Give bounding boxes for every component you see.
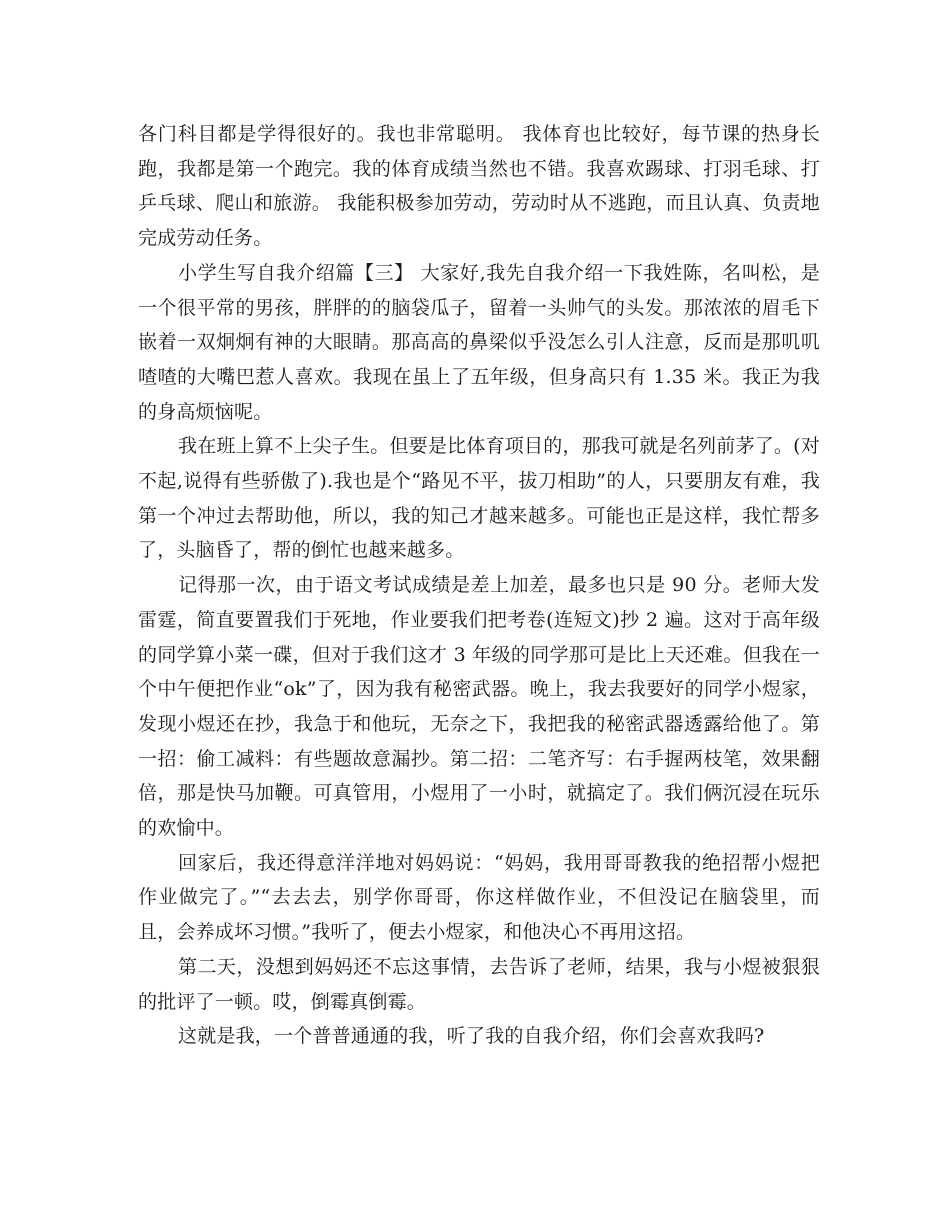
paragraph-1: 各门科目都是学得很好的。我也非常聪明。 我体育也比较好，每节课的热身长跑，我都是第一个跑完。我的体育成绩当然也不错。我喜欢踢球、打羽毛球、打乒乓球、爬山和旅游。 我能积极参加劳动，劳动时从不逃跑，而且认真、负责地完成劳动任务。 [138, 123, 820, 250]
paragraph-7: 这就是我，一个普普通通的我，听了我的自我介绍，你们会喜欢我吗? [178, 1025, 765, 1048]
paragraph-6: 第二天，没想到妈妈还不忘这事情，去告诉了老师，结果，我与小煜被狠狠的批评了一顿。哎，倒霉真倒霉。 [138, 955, 820, 1013]
paragraph-3: 我在班上算不上尖子生。但要是比体育项目的，那我可就是名列前茅了。(对不起,说得有些骄傲了).我也是个“路见不平，拔刀相助”的人，只要朋友有难，我第一个冲过去帮助他，所以，我的知己才越来越多。可能也正是这样，我忙帮多了，头脑昏了，帮的倒忙也越来越多。 [138, 435, 820, 562]
paragraph-4: 记得那一次，由于语文考试成绩是差上加差，最多也只是 90 分。老师大发雷霆，简直要置我们于死地，作业要我们把考卷(连短文)抄 2 遍。这对于高年级的同学算小菜一碟，但对于我们这才 3 年级的同学那可是比上天还难。但我在一个中午便把作业“ok”了，因为我有秘密武器。晚上，我去我要好的同学小煜家，发现小煜还在抄，我急于和他玩，无奈之下，我把我的秘密武器透露给他了。第一招：偷工减料：有些题故意漏抄。第二招：二笔齐写：右手握两枝笔，效果翻倍，那是快马加鞭。可真管用，小煜用了一小时，就搞定了。我们俩沉浸在玩乐的欢愉中。 [138, 574, 820, 840]
paragraph-2: 小学生写自我介绍篇【三】 大家好,我先自我介绍一下我姓陈，名叫松，是一个很平常的男孩，胖胖的的脑袋瓜子，留着一头帅气的头发。那浓浓的眉毛下嵌着一双炯炯有神的大眼睛。那高高的鼻梁似乎没怎么引人注意，反而是那叽叽喳喳的大嘴巴惹人喜欢。我现在虽上了五年级，但身高只有 1.35 米。我正为我的身高烦恼呢。 [138, 261, 820, 423]
article-body [138, 117, 820, 1054]
paragraph-5: 回家后，我还得意洋洋地对妈妈说：“妈妈，我用哥哥教我的绝招帮小煜把作业做完了。”“去去去，别学你哥哥，你这样做作业，不但没记在脑袋里，而且，会养成坏习惯。”我听了，便去小煜家，和他决心不再用这招。 [138, 851, 820, 944]
